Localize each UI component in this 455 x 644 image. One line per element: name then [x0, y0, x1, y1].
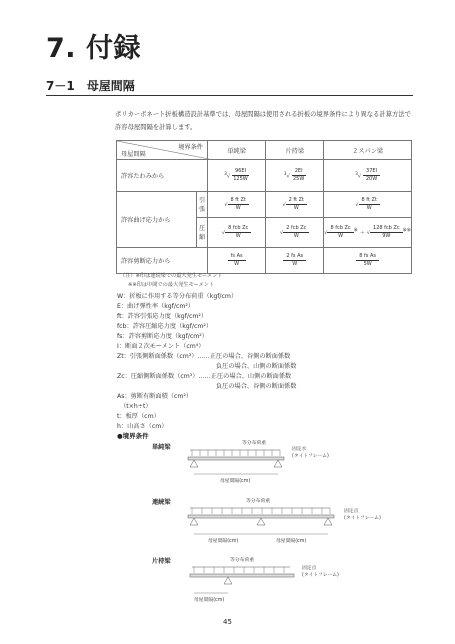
header-simple: 単純梁 — [207, 141, 265, 160]
note-1: （注）※印は連続梁での最大発生モーメント — [120, 273, 223, 279]
definition-line: 負圧の場合、谷側の断面係数 — [117, 383, 297, 390]
symbol-definitions — [117, 292, 296, 432]
numerator: fs As — [228, 253, 246, 261]
row-label-bending: 許容曲げ応力から — [117, 192, 197, 248]
cantilever-beam-diagram — [180, 553, 360, 609]
numerator: 96EI — [232, 168, 249, 176]
denominator: W — [293, 233, 299, 239]
definition-line: fs：許容剪断応力度（kgf/cm²） — [117, 333, 208, 340]
cantilever-beam-label: 片持梁 — [152, 558, 171, 565]
definition-line: E：曲げ弾性率（kgf/cm²） — [117, 303, 195, 310]
load-label: 等分布荷重 — [242, 441, 266, 446]
formula-deflection-simple — [207, 160, 265, 192]
formula-tension-two-span: √ $\frac{\text{8 ft Zt}}{W}$ — [324, 192, 412, 218]
numerator: 128 fcb Zc — [370, 225, 403, 233]
table-notes — [120, 272, 222, 290]
load-label: 等分布荷重 — [230, 558, 254, 563]
numerator: 37EI — [363, 168, 380, 176]
mark-double: ※※ — [402, 227, 411, 234]
definition-line: 負圧の場合、山側の断面係数 — [117, 363, 297, 370]
denominator: W — [234, 261, 240, 267]
formula-deflection-two-span — [324, 160, 412, 192]
fix-label: 固定点 — [344, 509, 359, 514]
definition-line: （t×h÷t） — [117, 403, 152, 410]
row-label-deflection: 許容たわみから — [117, 160, 208, 192]
formula-deflection-cantilever — [266, 160, 324, 192]
continuous-beam-diagram — [180, 494, 410, 550]
denominator: W — [293, 205, 299, 211]
row-label-shear: 許容剪断応力から — [117, 248, 208, 274]
definition-line: Zc：圧縮側断面係数（cm³）……正圧の場合、山側の断面係数 — [117, 373, 292, 380]
corner-cell — [117, 141, 208, 160]
fix-label: 固定水 — [292, 447, 307, 452]
fix-sub-label: (タイトフレーム) — [292, 454, 329, 459]
section-title: 7－1 母屋間隔 — [46, 79, 135, 93]
formula-shear-simple — [207, 248, 265, 274]
compression-label: 圧縮 — [197, 218, 208, 248]
numerator: 8 ft Zt — [228, 197, 249, 205]
formula-tension-simple: √ $\frac{\text{8 ft Zt}}{W}$ — [207, 192, 265, 218]
continuous-beam-label: 連続梁 — [152, 499, 171, 506]
numerator: 2 fs As — [283, 253, 306, 261]
definition-line: Zt：引張側断面係数（cm³）……正圧の場合、谷側の断面係数 — [117, 353, 291, 360]
span-label: 母屋間隔(cm) — [220, 479, 251, 484]
denominator: W — [366, 205, 372, 211]
fix-label: 固定点 — [302, 566, 317, 571]
span-label: 母屋間隔(cm) — [194, 598, 225, 603]
section-rule — [46, 95, 413, 96]
denominator: W — [338, 233, 344, 239]
denominator: 125W — [233, 176, 248, 182]
chapter-title: 7. 付録 — [46, 33, 141, 64]
numerator: 8 ft Zt — [359, 197, 380, 205]
definition-line: ft：許容引張応力度（kgf/cm²） — [117, 313, 208, 320]
denominator: W — [292, 261, 298, 267]
cube-root-sign: $^3$√ — [283, 171, 290, 180]
definition-line: h：山高さ（cm） — [117, 423, 168, 430]
definition-line: t：板厚（cm） — [117, 413, 160, 420]
definition-line: fcb：許容圧縮応力度（kgf/cm²） — [117, 323, 213, 330]
numerator: 8 fs As — [356, 253, 379, 261]
fix-sub-label: (タイトフレーム) — [302, 573, 339, 578]
intro-paragraph: ポリカーボネート折板構造設計基準では、母屋間隔は使用される折板の境界条件により異なる計算方法で許容母屋間隔を計算します。 — [115, 111, 411, 131]
numerator: 2 fcb Zc — [283, 225, 309, 233]
denominator: 5W — [363, 261, 372, 267]
definition-line: W：折板に作用する等分布荷重（kgf/cm） — [117, 293, 238, 300]
header-two-span: ２スパン梁 — [324, 141, 412, 160]
page-number: 45 — [223, 618, 232, 626]
note-2: ※※印は中間での最大発生モーメント — [128, 282, 215, 288]
denominator: 9W — [382, 233, 391, 239]
fix-sub-label: (タイトフレーム) — [344, 516, 381, 521]
cube-root-sign: $^3$√ — [224, 171, 231, 180]
numerator: 2EI — [292, 168, 306, 176]
numerator: 2 ft Zt — [286, 197, 307, 205]
formula-compression-simple: √ $\frac{\text{8 fcb Zc}}{W}$ — [207, 218, 265, 248]
load-label: 等分布荷重 — [246, 499, 270, 504]
corner-top-label: 境界条件 — [178, 144, 203, 151]
simple-beam-diagram — [180, 436, 340, 490]
denominator: W — [235, 233, 241, 239]
formula-shear-two-span — [324, 248, 412, 274]
numerator: 8 fcb Zc — [327, 225, 353, 233]
header-cantilever: 片持梁 — [266, 141, 324, 160]
simple-beam-label: 単純梁 — [152, 444, 171, 451]
cube-root-sign: $^3$√ — [355, 171, 362, 180]
formula-compression-two-span: √ $\frac{\text{8 fcb Zc}}{W}$ ※ ＋ √ $\frac{\text{128 fcb Zc}}{9W}$ ※※ — [324, 218, 412, 248]
formula-compression-cantilever: √ $\frac{\text{2 fcb Zc}}{W}$ — [266, 218, 324, 248]
denominator: W — [235, 205, 241, 211]
corner-bottom-label: 母屋間隔 — [121, 151, 146, 158]
formula-shear-cantilever — [266, 248, 324, 274]
tension-label: 引張 — [197, 192, 208, 218]
boundary-title: ●境界条件 — [117, 432, 149, 440]
plus-sign: ＋ — [359, 230, 365, 237]
denominator: 20W — [365, 176, 378, 182]
denominator: 25W — [292, 176, 305, 182]
span-label-2: 母屋間隔(cm) — [276, 539, 307, 544]
numerator: 8 fcb Zc — [225, 225, 251, 233]
mark-single: ※ — [353, 227, 358, 234]
formula-table — [116, 140, 412, 274]
definition-line: I：断面２次モーメント（cm⁴） — [117, 343, 205, 350]
span-label-1: 母屋間隔(cm) — [208, 539, 239, 544]
formula-tension-cantilever: √ $\frac{\text{2 ft Zt}}{W}$ — [266, 192, 324, 218]
definition-line: As：剪断有断面積（cm²） — [117, 393, 193, 400]
